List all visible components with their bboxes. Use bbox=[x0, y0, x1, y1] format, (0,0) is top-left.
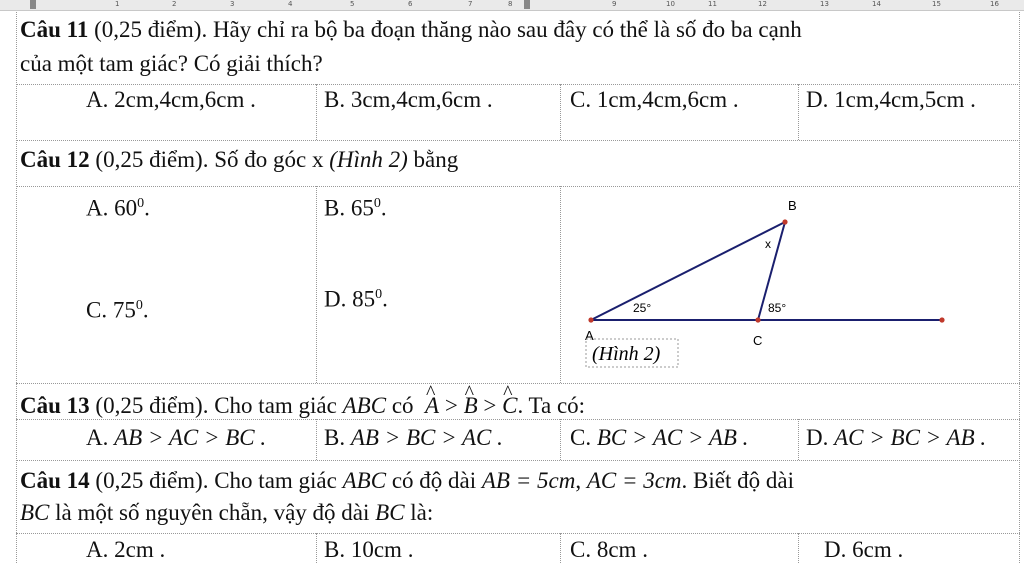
q11-text: (0,25 điểm). Hãy chỉ ra bộ ba đoạn thăng nào sau đây có thể là số đo ba cạnh bbox=[94, 17, 802, 42]
q12-text: (0,25 điểm). Số đo góc x bbox=[95, 147, 324, 172]
table-col-border bbox=[798, 419, 799, 460]
point-end bbox=[939, 317, 944, 322]
segment-ab bbox=[591, 222, 785, 320]
table-col-border bbox=[316, 186, 317, 383]
label-angle-a: 25° bbox=[633, 301, 652, 315]
ruler-number: 12 bbox=[758, 0, 767, 8]
label-c: C bbox=[753, 333, 763, 348]
point-c bbox=[755, 317, 760, 322]
table-col-border bbox=[560, 84, 561, 140]
q14-option-a[interactable]: A. 2cm . bbox=[86, 537, 166, 562]
ruler-number: 8 bbox=[508, 0, 513, 8]
q11-option-d[interactable]: D. 1cm,4cm,5cm . bbox=[806, 87, 976, 112]
point-a bbox=[588, 317, 593, 322]
q14-label: Câu 14 bbox=[20, 468, 90, 493]
table-col-border bbox=[560, 186, 561, 383]
q13-option-a[interactable]: A. AB > AC > BC . bbox=[86, 425, 267, 450]
q13-tri: ABC bbox=[342, 393, 387, 418]
q13-option-c[interactable]: C. BC > AC > AB . bbox=[570, 425, 749, 450]
q13-pre: (0,25 điểm). Cho tam giác bbox=[95, 393, 337, 418]
q13-line: Câu 13 (0,25 điểm). Cho tam giác ABC có ^ A > ^ B > ^ C. Ta có: bbox=[20, 392, 585, 420]
ruler-number: 14 bbox=[872, 0, 881, 8]
q11-label: Câu 11 bbox=[20, 17, 89, 42]
q11-line2: của một tam giác? Có giải thích? bbox=[20, 51, 323, 76]
ruler-number: 13 bbox=[820, 0, 829, 8]
table-col-border bbox=[798, 533, 799, 563]
q12-option-a[interactable]: A. $60^0$. bbox=[86, 195, 150, 221]
table-col-border bbox=[316, 419, 317, 460]
q13-option-d[interactable]: D. AC > BC > AB . bbox=[806, 425, 987, 450]
q13-option-b[interactable]: B. AB > BC > AC . bbox=[324, 425, 503, 450]
table-row-border bbox=[16, 533, 1020, 534]
q12-option-d[interactable]: D. $85^0$. bbox=[324, 286, 388, 312]
ruler-number: 2 bbox=[172, 0, 177, 8]
q13-label: Câu 13 bbox=[20, 393, 90, 418]
label-a: A bbox=[585, 328, 594, 343]
q11-option-a[interactable]: A. 2cm,4cm,6cm . bbox=[86, 87, 256, 112]
ruler-number: 3 bbox=[230, 0, 235, 8]
label-x: x bbox=[765, 237, 771, 251]
q14-line2: BC là một số nguyên chẵn, vậy độ dài BC là: bbox=[20, 500, 434, 525]
label-angle-c: 85° bbox=[768, 301, 787, 315]
figure-caption: (Hình 2) bbox=[592, 343, 661, 365]
label-b: B bbox=[788, 198, 797, 213]
ruler-number: 10 bbox=[666, 0, 675, 8]
angle-a: ^ A bbox=[425, 392, 439, 420]
table-row-border bbox=[16, 140, 1020, 141]
q12-tail: bằng bbox=[413, 147, 459, 172]
q14-option-b[interactable]: B. 10cm . bbox=[324, 537, 414, 562]
q12-label: Câu 12 bbox=[20, 147, 90, 172]
table-col-border bbox=[316, 84, 317, 140]
ruler-number: 1 bbox=[115, 0, 120, 8]
q12-option-b[interactable]: B. $65^0$. bbox=[324, 195, 387, 221]
table-col-border bbox=[16, 12, 17, 563]
q14-option-d[interactable]: D. 6cm . bbox=[824, 537, 904, 562]
q14-line1: Câu 14 (0,25 điểm). Cho tam giác ABC có độ dài AB = 5cm, AC = 3cm. Biết độ dài bbox=[20, 468, 794, 493]
table-row-border bbox=[16, 186, 1020, 187]
ruler-number: 5 bbox=[350, 0, 355, 8]
q12-fig-ref: (Hình 2) bbox=[329, 147, 408, 172]
table-col-border bbox=[560, 419, 561, 460]
q12-line bbox=[20, 146, 458, 174]
horizontal-ruler[interactable] bbox=[0, 0, 1024, 11]
q11-line1 bbox=[20, 16, 802, 44]
ruler-number: 9 bbox=[612, 0, 617, 8]
q11-option-b[interactable]: B. 3cm,4cm,6cm . bbox=[324, 87, 493, 112]
table-row-border bbox=[16, 84, 1020, 85]
table-row-border bbox=[16, 383, 1020, 384]
q11-option-c[interactable]: C. 1cm,4cm,6cm . bbox=[570, 87, 739, 112]
triangle-figure bbox=[580, 190, 950, 375]
angle-c: ^ C bbox=[502, 392, 517, 420]
table-row-border bbox=[16, 460, 1020, 461]
ruler-number: 11 bbox=[708, 0, 717, 8]
table-col-border bbox=[1019, 12, 1020, 563]
table-col-border bbox=[316, 533, 317, 563]
q12-option-c[interactable]: C. $75^0$. bbox=[86, 297, 149, 323]
q14-option-c[interactable]: C. 8cm . bbox=[570, 537, 648, 562]
ruler-indent-marker[interactable] bbox=[30, 0, 36, 9]
ruler-number: 16 bbox=[990, 0, 999, 8]
ruler-number: 4 bbox=[288, 0, 293, 8]
table-col-border bbox=[798, 84, 799, 140]
table-col-border bbox=[560, 533, 561, 563]
ruler-tab-marker[interactable] bbox=[524, 0, 530, 9]
ruler-number: 15 bbox=[932, 0, 941, 8]
ruler-number: 7 bbox=[468, 0, 473, 8]
point-b bbox=[782, 219, 787, 224]
ruler-number: 6 bbox=[408, 0, 413, 8]
angle-b: ^ B bbox=[464, 392, 478, 420]
